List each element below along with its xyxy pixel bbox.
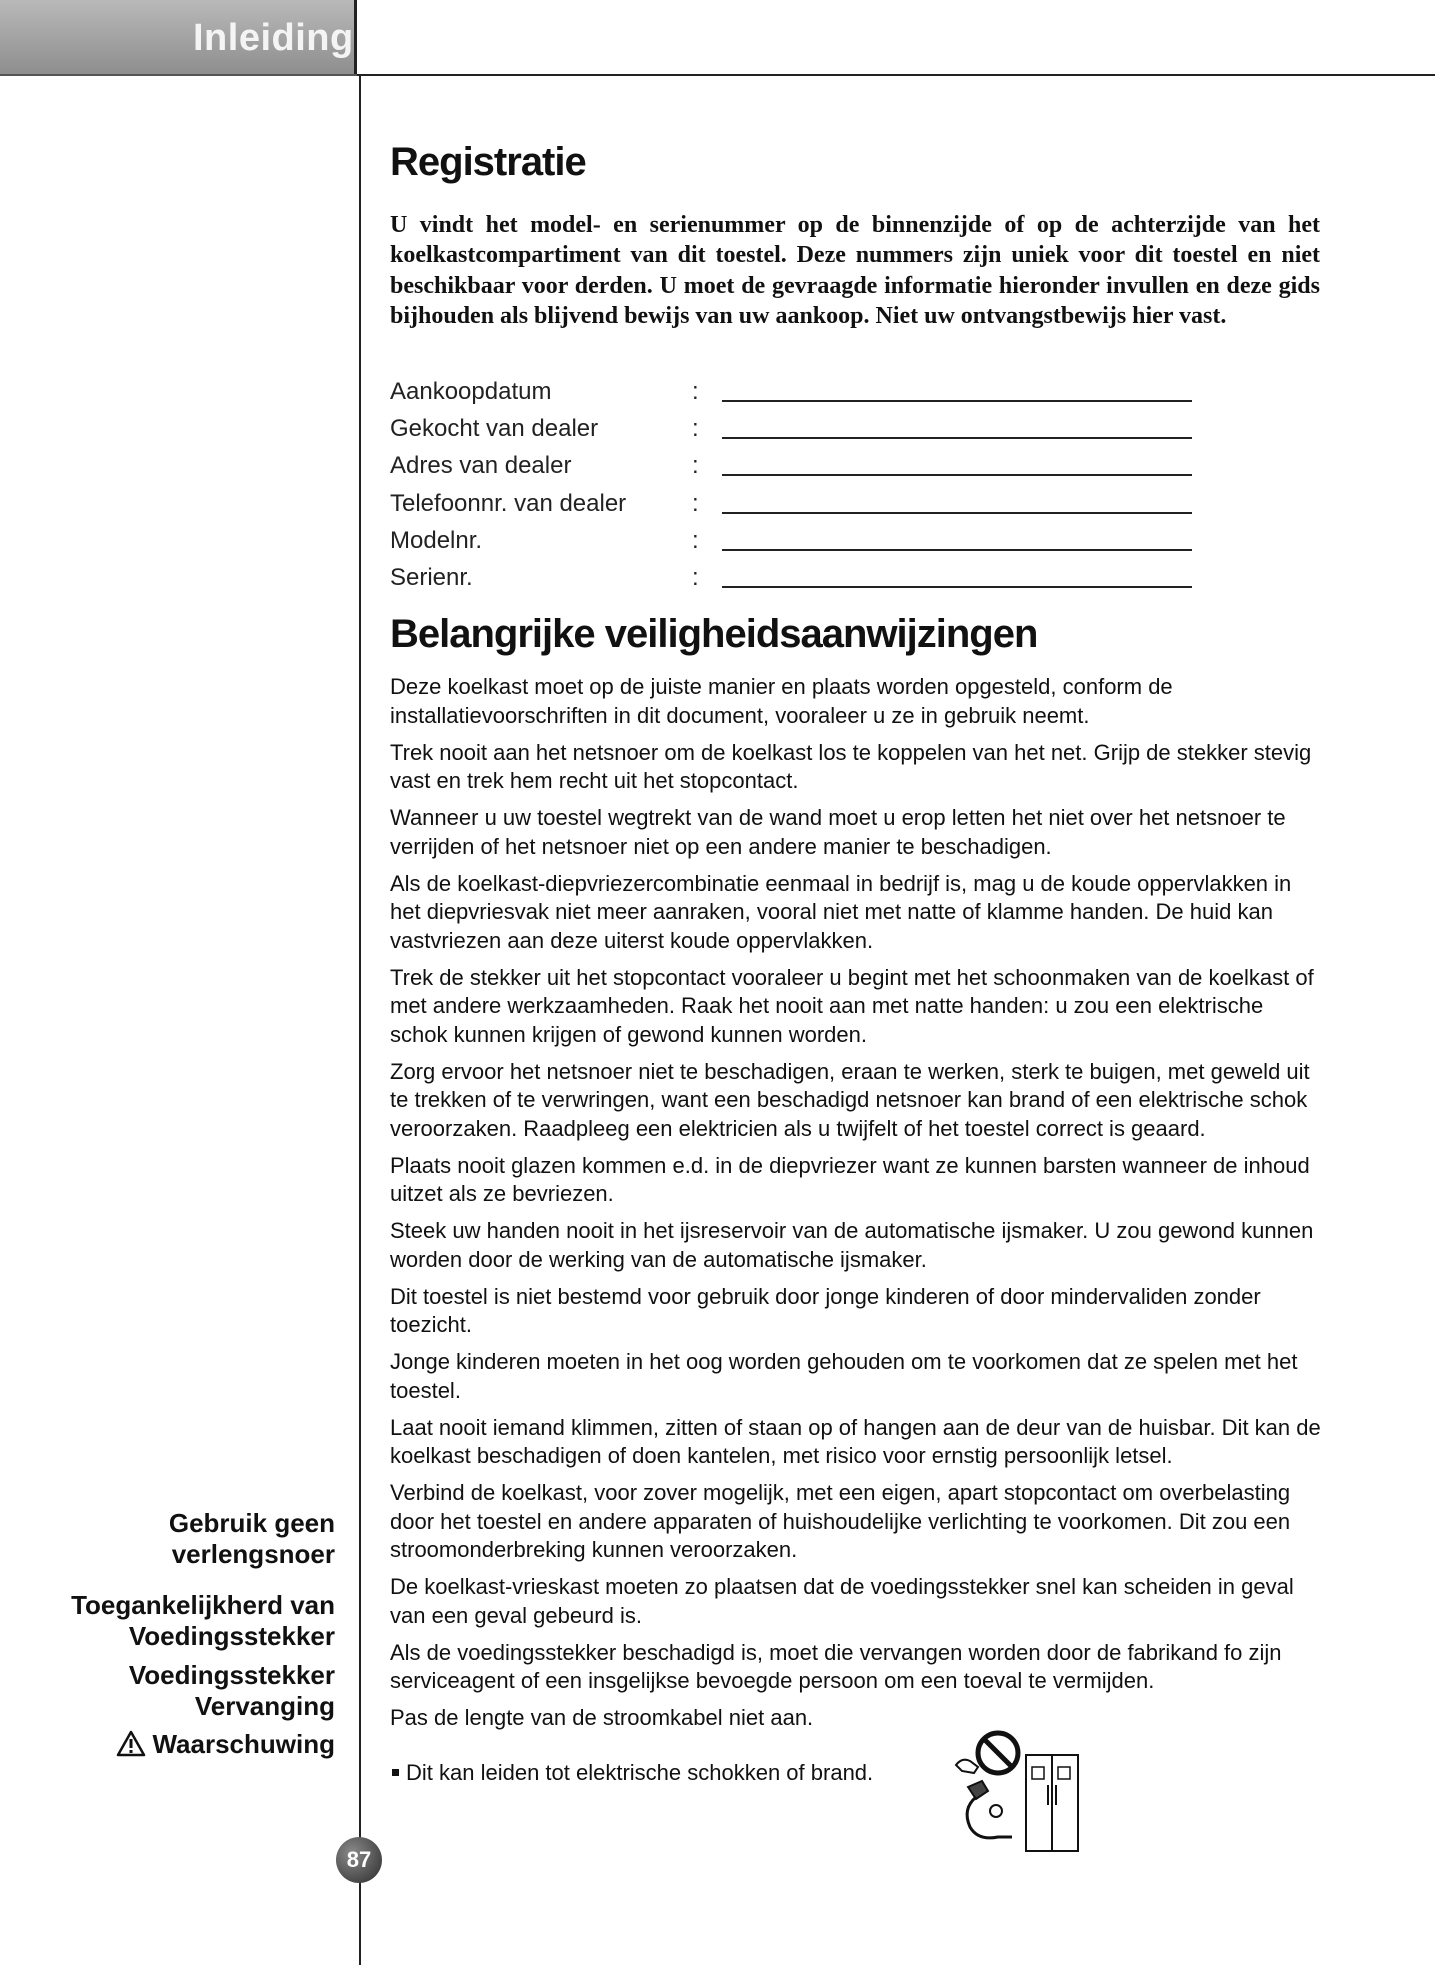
- fill-in-line[interactable]: [722, 474, 1192, 476]
- safety-paragraph: Dit toestel is niet bestemd voor gebruik door jonge kinderen of door mindervaliden zonder toezicht.: [390, 1283, 1261, 1337]
- sidenote-warning: [5, 1729, 335, 1760]
- form-label: Modelnr.: [390, 526, 483, 554]
- safety-paragraph: Wanneer u uw toestel wegtrekt van de wand moet u erop letten het niet over het netsnoer te verrijden of het netsnoer niet op een andere manier te beschadigen.: [390, 805, 1286, 859]
- form-label: Gekocht van dealer: [390, 415, 599, 443]
- form-label: Serienr.: [390, 563, 473, 591]
- fill-in-line[interactable]: [722, 586, 1192, 588]
- safety-paragraph: Pas de lengte van de stroomkabel niet aan.: [390, 1705, 814, 1730]
- margin-rule: [359, 74, 361, 1965]
- sidenote-line: Gebruik geen: [168, 1508, 335, 1538]
- fill-in-line[interactable]: [722, 437, 1192, 439]
- warning-bullet-text: Dit kan leiden tot elektrische schokken of brand.: [406, 1760, 874, 1785]
- form-colon: :: [692, 378, 699, 405]
- fill-in-line[interactable]: [722, 549, 1192, 551]
- safety-body: [390, 673, 1325, 1741]
- plug-prohibited-icon: [938, 1725, 1098, 1855]
- sidenote-line: verlengsnoer: [171, 1539, 335, 1569]
- warning-label: Waarschuwing: [152, 1729, 335, 1759]
- safety-paragraph: Jonge kinderen moeten in het oog worden gehouden om te voorkomen dat ze spelen met het toestel.: [390, 1349, 1298, 1403]
- safety-title: Belangrijke veiligheidsaanwijzingen: [390, 612, 1038, 656]
- form-colon: :: [692, 452, 699, 480]
- safety-paragraph: Laat nooit iemand klimmen, zitten of staan op of hangen aan de deur van de huisbar. Dit kan de koelkast beschadigen of doen kantelen, met risico voor ernstig persoonlijk letsel.: [390, 1414, 1321, 1468]
- sidenote-line: Voedingsstekker: [128, 1621, 335, 1651]
- page-number: 87: [336, 1837, 382, 1883]
- form-colon: :: [692, 526, 699, 554]
- safety-paragraph: De koelkast-vrieskast moeten zo plaatsen dat de voedingsstekker snel kan scheiden in geval van een geval gebeurd is.: [390, 1574, 1294, 1628]
- section-tab: [0, 0, 357, 74]
- form-row-model: [390, 527, 1190, 564]
- form-row-dealer: [390, 415, 1190, 452]
- sidenote-line: Vervanging: [194, 1691, 335, 1721]
- form-row-dealer-address: [390, 452, 1190, 489]
- bullet-icon: [392, 1769, 399, 1776]
- sidenote-no-extension: [5, 1508, 335, 1570]
- registration-title: Registratie: [390, 140, 586, 184]
- fill-in-line[interactable]: [722, 400, 1192, 402]
- sidenote-line: Voedingsstekker: [128, 1660, 335, 1690]
- form-colon: :: [692, 563, 699, 591]
- section-tab-label: Inleiding: [193, 17, 354, 59]
- registration-form: [390, 378, 1190, 601]
- header-rule: [357, 74, 1435, 76]
- form-colon: :: [692, 489, 699, 517]
- fill-in-line[interactable]: [722, 512, 1192, 514]
- form-colon: :: [692, 415, 699, 443]
- sidenote-plug-access: [5, 1590, 335, 1652]
- form-row-dealer-phone: [390, 490, 1190, 527]
- tab-divider: [0, 74, 357, 76]
- safety-paragraph: Steek uw handen nooit in het ijsreservoir van de automatische ijsmaker. U zou gewond kunnen worden door de werking van de automatische ijsmaker.: [390, 1218, 1314, 1272]
- form-row-serial: [390, 564, 1190, 601]
- safety-paragraph: Deze koelkast moet op de juiste manier en plaats worden opgesteld, conform de installatievoorschriften in dit document, vooraleer u ze in gebruik neemt.: [390, 674, 1173, 728]
- warning-triangle-icon: [116, 1730, 146, 1757]
- sidenote-line: Toegankelijkherd van: [71, 1590, 335, 1620]
- sidenote-plug-replacement: [5, 1660, 335, 1722]
- form-label: Telefoonnr. van dealer: [390, 489, 627, 517]
- warning-bullet: [390, 1760, 873, 1786]
- safety-paragraph: Trek de stekker uit het stopcontact vooraleer u begint met het schoonmaken van de koelkast of met andere werkzaamheden. Raak het nooit aan met natte handen: u zou een elektrische schok kunnen krijgen of gewond kunnen worden.: [390, 964, 1314, 1047]
- form-label: Aankoopdatum: [390, 378, 552, 405]
- registration-intro: U vindt het model- en serienummer op de binnenzijde of op de achterzijde van het koelkastcompartiment van dit toestel. Deze nummers zijn uniek voor dit toestel en niet beschikbaar voor derden. U moet de gevraagde informatie hieronder invullen en deze gids bijhouden als blijvend bewijs van uw aankoop. Niet uw ontvangstbewijs hier vast.: [390, 212, 1320, 330]
- safety-paragraph: Trek nooit aan het netsnoer om de koelkast los te koppelen van het net. Grijp de stekker stevig vast en trek hem recht uit het stopcontact.: [390, 739, 1312, 793]
- safety-paragraph: Als de koelkast-diepvriezercombinatie eenmaal in bedrijf is, mag u de koude oppervlakken in het diepvriesvak niet meer aanraken, vooral niet met natte of klamme handen. De huid kan vastvriezen aan deze uiterst koude oppervlakken.: [390, 870, 1292, 953]
- no-cord-modification-illustration: [938, 1725, 1098, 1860]
- form-label: Adres van dealer: [390, 452, 572, 480]
- safety-paragraph: Zorg ervoor het netsnoer niet te beschadigen, eraan te werken, sterk te buigen, met geweld uit te trekken of te verwringen, want een beschadigd netsnoer kan brand of een elektrische schok veroorzaken. Raadpleeg een elektricien als u twijfelt of het toestel correct is geaard.: [390, 1058, 1310, 1141]
- form-row-purchase-date: [390, 378, 1190, 415]
- safety-paragraph: Plaats nooit glazen kommen e.d. in de diepvriezer want ze kunnen barsten wanneer de inhoud uitzet als ze bevriezen.: [390, 1152, 1310, 1206]
- safety-paragraph: Verbind de koelkast, voor zover mogelijk, met een eigen, apart stopcontact om overbelasting door het toestel en andere apparaten of huishoudelijke verlichting te voorkomen. Dit zou een stroomonderbreking kunnen veroorzaken.: [390, 1480, 1291, 1562]
- safety-paragraph: Als de voedingsstekker beschadigd is, moet die vervangen worden door de fabrikand fo zijn serviceagent of een insgelijkse bevoegde persoon om een toeval te vermijden.: [390, 1639, 1282, 1693]
